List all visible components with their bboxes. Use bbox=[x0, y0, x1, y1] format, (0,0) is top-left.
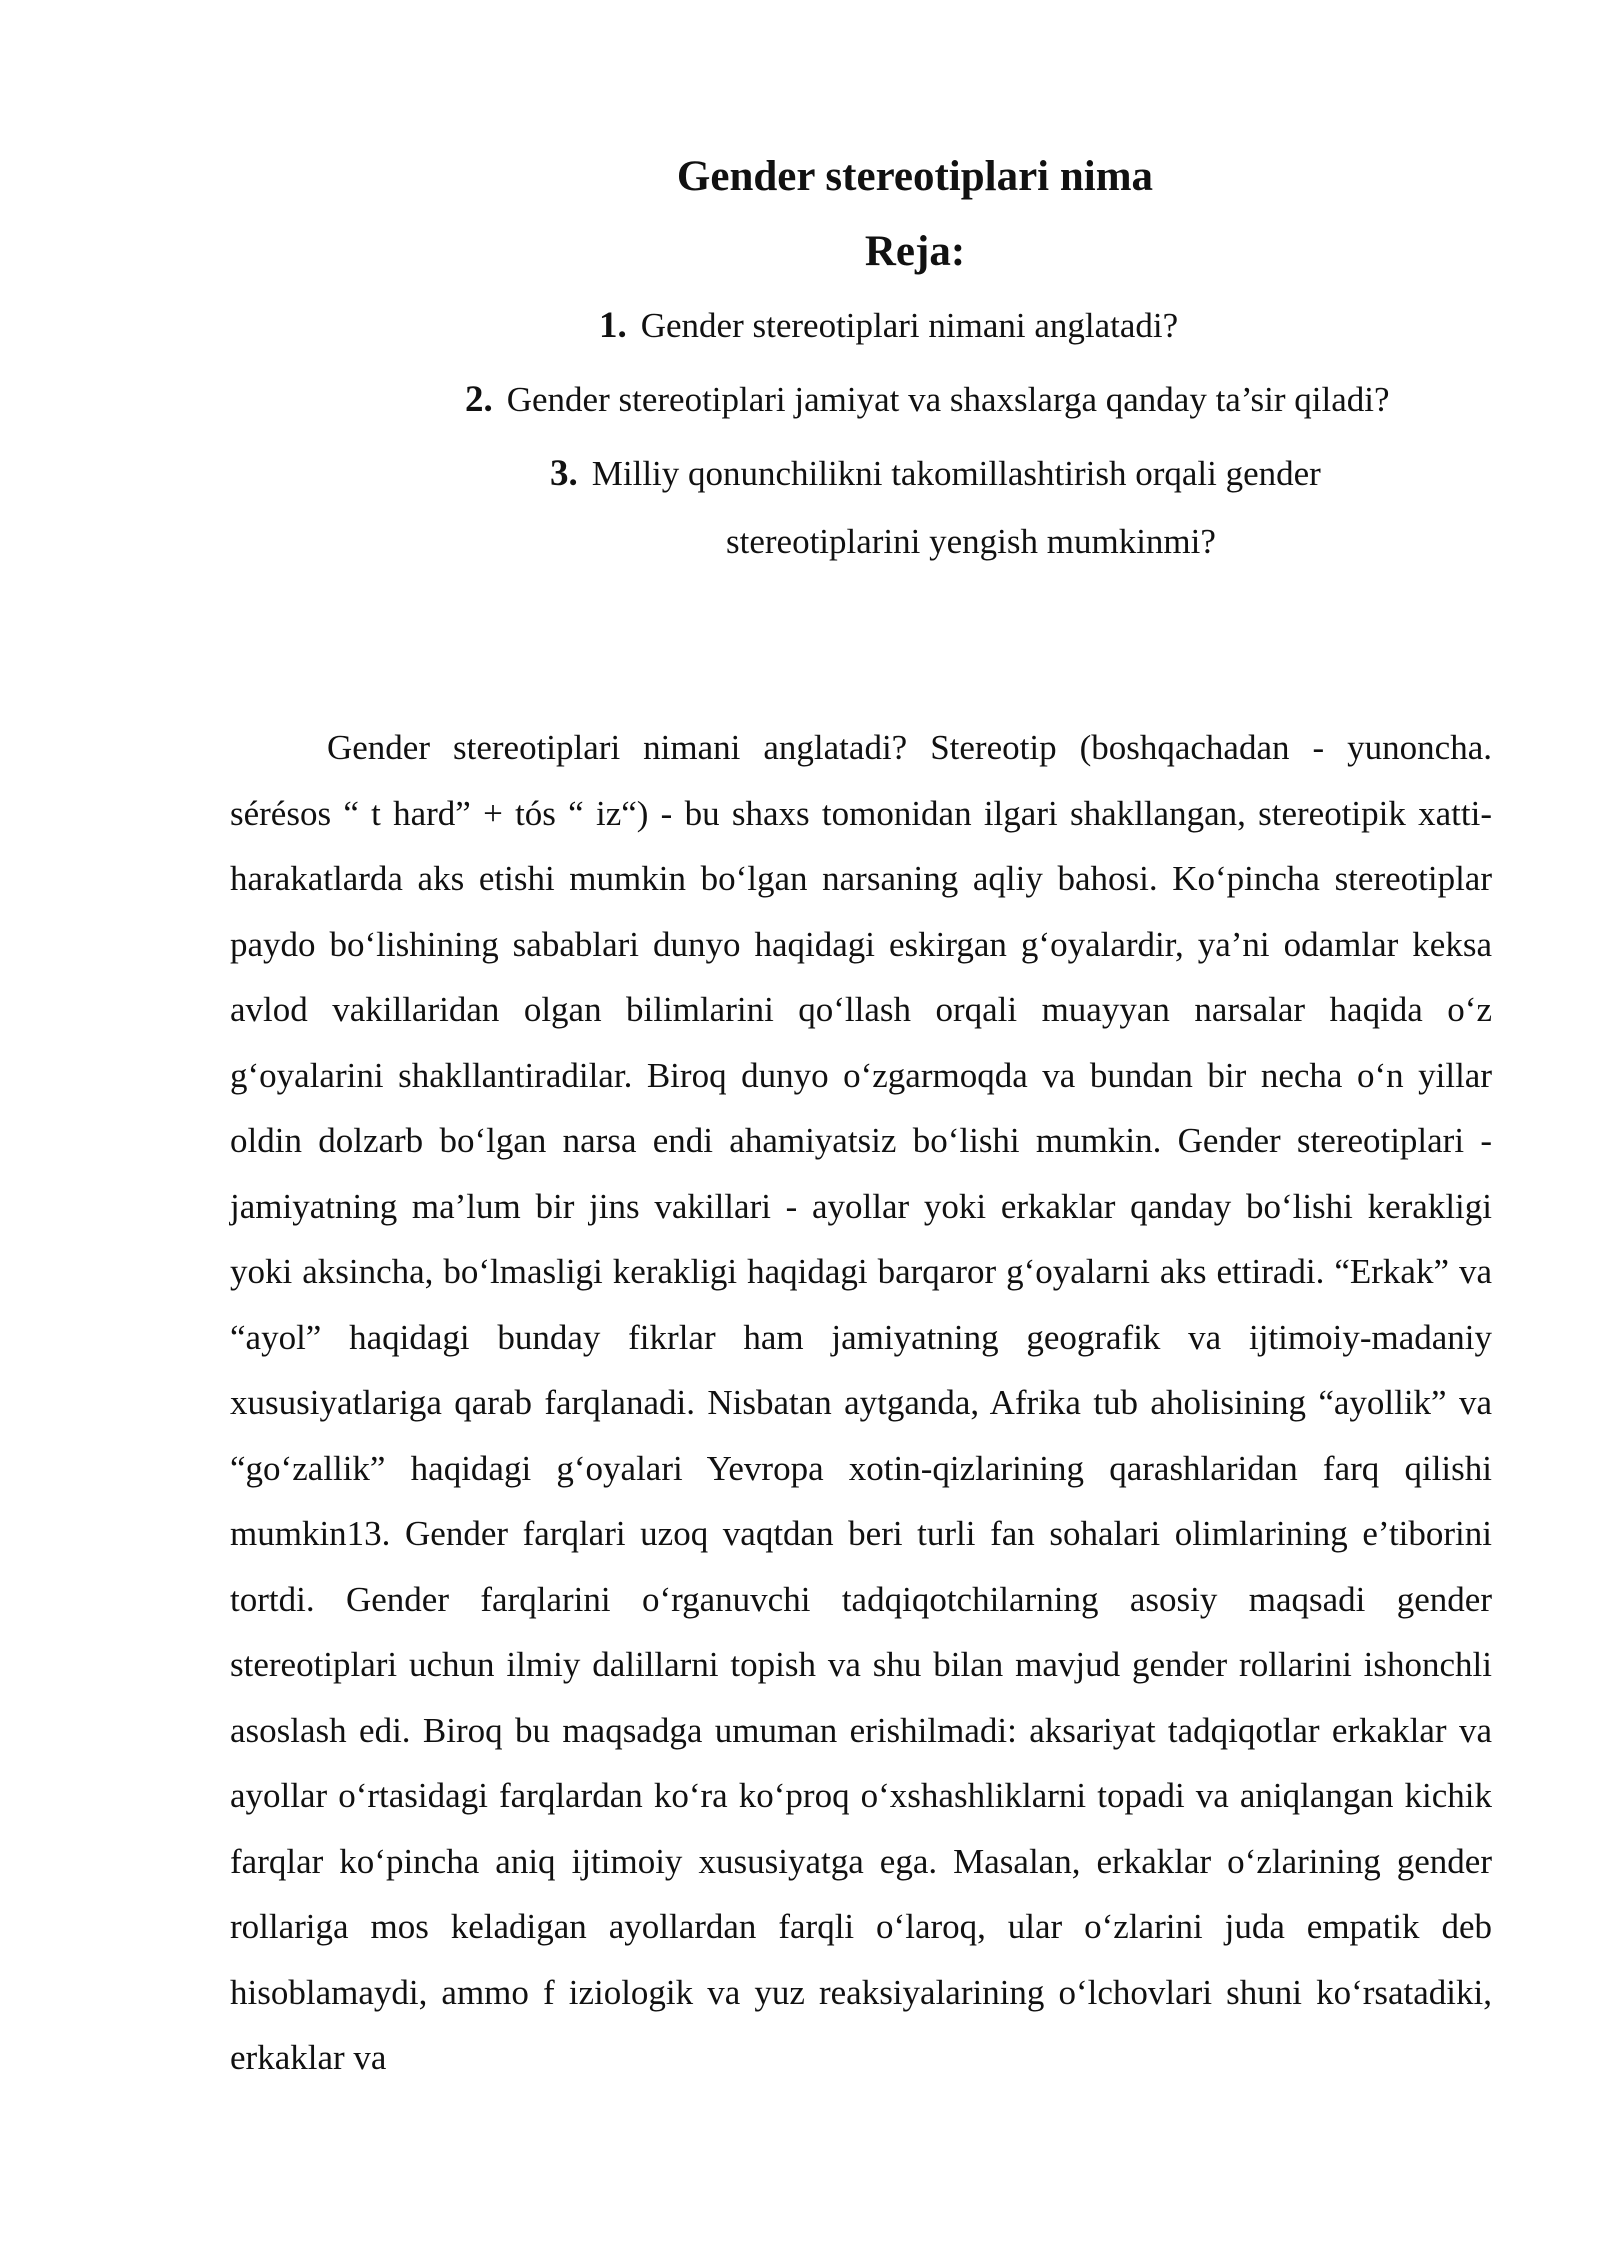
plan-item bbox=[599, 304, 1178, 347]
plan-item-text: Gender stereotiplari jamiyat va shaxslarga qanday ta’sir qiladi? bbox=[506, 380, 1390, 419]
plan-item-number: 1. bbox=[599, 305, 627, 346]
document-title: Gender stereotiplari nima bbox=[676, 153, 1154, 200]
plan-item-number: 3. bbox=[550, 453, 578, 494]
plan-item-text: Gender stereotiplari nimani anglatadi? bbox=[640, 306, 1179, 345]
body-paragraph: Gender stereotiplari nimani anglatadi? Stereotip (boshqachadan - yunoncha. sérésos “ t hard” + tós “ iz“) - bu shaxs tomonidan ilgari shakllangan, stereotipik xatti-harakatlarda aks etishi mumkin boʻlgan narsaning aqliy bahosi. Koʻpincha stereotiplar paydo boʻlishining sabablari dunyo haqidagi eskirgan gʻoyalardir, ya’ni odamlar keksa avlod vakillaridan olgan bilimlarini qoʻllash orqali muayyan narsalar haqida oʻz gʻoyalarini shakllantiradilar. Biroq dunyo oʻzgarmoqda va bundan bir necha oʻn yillar oldin dolzarb boʻlgan narsa endi ahamiyatsiz boʻlishi mumkin. Gender stereotiplari - jamiyatning ma’lum bir jins vakillari - ayollar yoki erkaklar qanday boʻlishi kerakligi yoki aksincha, boʻlmasligi kerakligi haqidagi barqaror gʻoyalarni aks ettiradi. “Erkak” va “ayol” haqidagi bunday fikrlar ham jamiyatning geografik va ijtimoiy-madaniy xususiyatlariga qarab farqlanadi. Nisbatan aytganda, Afrika tub aholisining “ayollik” va “goʻzallik” haqidagi gʻoyalari Yevropa xotin-qizlarining qarashlaridan farq qilishi mumkin13. Gender farqlari uzoq vaqtdan beri turli fan sohalari olimlarining e’tiborini tortdi. Gender farqlarini oʻrganuvchi tadqiqotchilarning asosiy maqsadi gender stereotiplari uchun ilmiy dalillarni topish va shu bilan mavjud gender rollarini ishonchli asoslash edi. Biroq bu maqsadga umuman erishilmadi: aksariyat tadqiqotlar erkaklar va ayollar oʻrtasidagi farqlardan koʻra koʻproq oʻxshashliklarni topadi va aniqlangan kichik farqlar koʻpincha aniq ijtimoiy xususiyatga ega. Masalan, erkaklar oʻzlarining gender rollariga mos keladigan ayollardan farqli oʻlaroq, ular oʻzlarini juda empatik deb hisoblamaydi, ammo f iziologik va yuz reaksiyalarining oʻlchovlari shuni koʻrsatadiki, erkaklar va bbox=[230, 728, 1492, 2077]
plan-item-number: 2. bbox=[465, 379, 493, 420]
plan-item-text: Milliy qonunchilikni takomillashtirish orqali gender bbox=[591, 454, 1321, 493]
plan-heading: Reja: bbox=[864, 228, 966, 275]
plan-item bbox=[550, 452, 1321, 495]
plan-item-continuation: stereotiplarini yengish mumkinmi? bbox=[726, 522, 1216, 561]
plan-item bbox=[465, 378, 1390, 421]
